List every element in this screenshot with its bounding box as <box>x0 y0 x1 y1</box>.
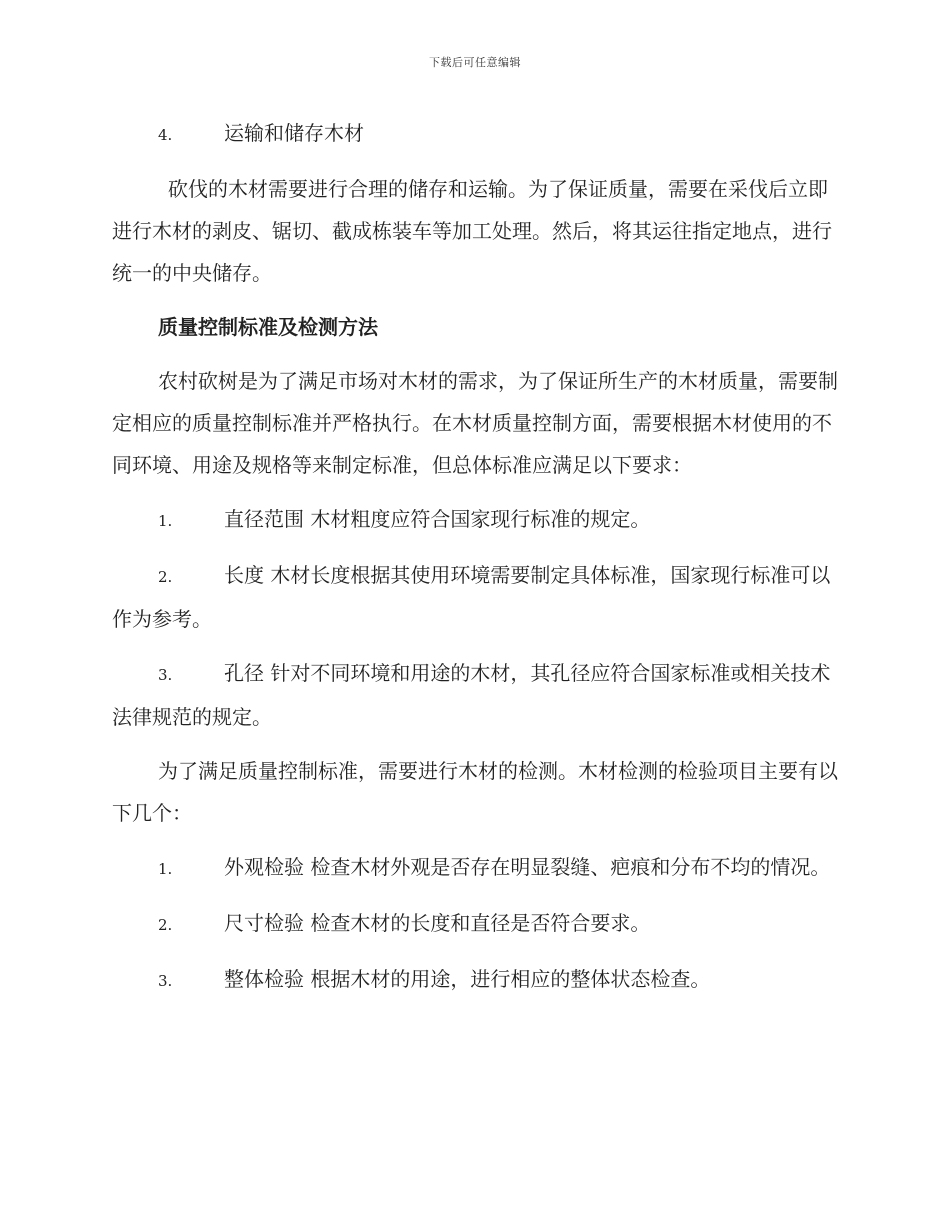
list-number: 1. <box>158 512 173 530</box>
list-item <box>112 902 842 946</box>
list-text: 整体检验 根据木材的用途，进行相应的整体状态检查。 <box>224 967 711 991</box>
list-number: 3. <box>158 666 173 684</box>
list-text: 运输和储存木材 <box>224 121 364 145</box>
list-text: 外观检验 检查木材外观是否存在明显裂缝、疤痕和分布不均的情况。 <box>224 855 831 879</box>
quality-intro-paragraph: 农村砍树是为了满足市场对木材的需求，为了保证所生产的木材质量，需要制定相应的质量控制标准并严格执行。在木材质量控制方面，需要根据木材使用的不同环境、用途及规格等来制定标准，但总体标准应满足以下要求： <box>112 369 838 477</box>
list-text: 孔径 针对不同环境和用途的木材，其孔径应符合国家标准或相关技术法律规范的规定。 <box>112 661 831 729</box>
list-text: 尺寸检验 检查木材的长度和直径是否符合要求。 <box>224 911 651 935</box>
section-heading: 质量控制标准及检测方法 <box>158 315 378 339</box>
list-item <box>112 554 842 640</box>
list-item <box>112 958 842 1002</box>
list-number: 2. <box>158 916 173 934</box>
page-header: 下载后可任意编辑 <box>429 56 521 69</box>
list-item <box>112 652 842 738</box>
list-item-storage-title <box>112 112 842 156</box>
list-number: 2. <box>158 568 173 586</box>
list-number: 4. <box>158 126 173 144</box>
inspection-intro-paragraph: 为了满足质量控制标准，需要进行木材的检测。木材检测的检验项目主要有以下几个： <box>112 759 838 825</box>
list-number: 1. <box>158 860 173 878</box>
list-item <box>112 846 842 890</box>
document-body <box>112 112 842 1014</box>
list-number: 3. <box>158 972 173 990</box>
list-item <box>112 498 842 542</box>
list-text: 长度 木材长度根据其使用环境需要制定具体标准，国家现行标准可以作为参考。 <box>112 563 831 631</box>
list-text: 直径范围 木材粗度应符合国家现行标准的规定。 <box>224 507 651 531</box>
storage-paragraph: 砍伐的木材需要进行合理的储存和运输。为了保证质量，需要在采伐后立即进行木材的剥皮、锯切、截成栋装车等加工处理。然后，将其运往指定地点，进行统一的中央储存。 <box>112 177 832 285</box>
